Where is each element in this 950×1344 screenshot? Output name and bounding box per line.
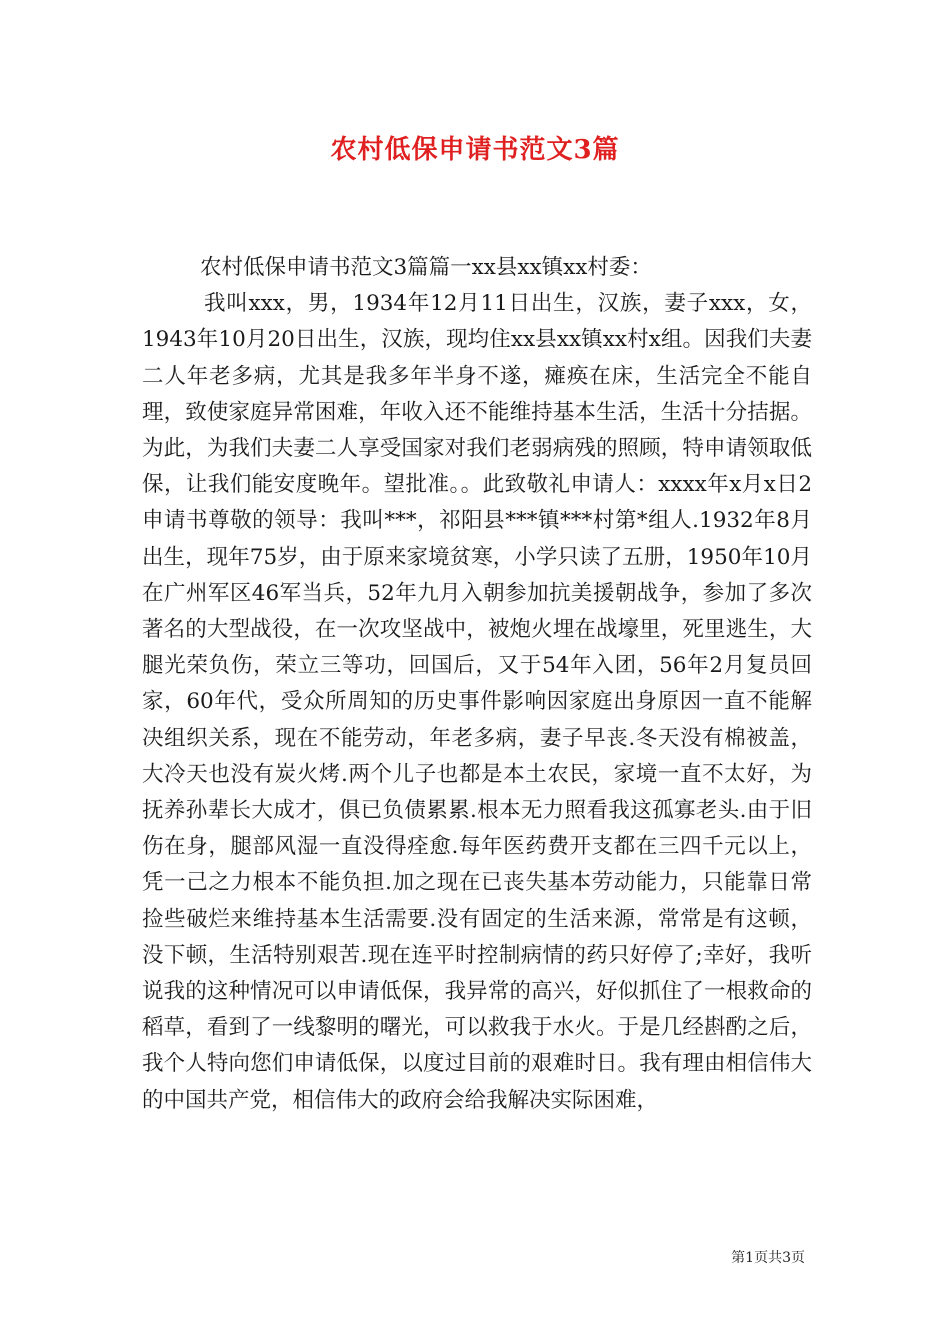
body-paragraph: 我叫xxx，男，1934年12月11日出生，汉族，妻子xxx，女，1943年10月20日出生，汉族，现均住xx县xx镇xx村x组。因我们夫妻二人年老多病，尤其是我多年半身不遂，瘫痪在床，生活完全不能自理，致使家庭异常困难，年收入还不能维持基本生活，生活十分拮据。为此，为我们夫妻二人享受国家对我们老弱病残的照顾，特申请领取低保，让我们能安度晚年。望批准。。此致敬礼申请人：xxxx年x月x日2申请书尊敬的领导：我叫***，祁阳县***镇***村第*组人.1932年8月出生，现年75岁，由于原来家境贫寒，小学只读了五册，1950年10月在广州军区46军当兵，52年九月入朝参加抗美援朝战争，参加了多次著名的大型战役，在一次攻坚战中，被炮火埋在战壕里，死里逃生，大腿光荣负伤，荣立三等功，回国后，又于54年入团，56年2月复员回家，60年代，受众所周知的历史事件影响因家庭出身原因一直不能解决组织关系，现在不能劳动，年老多病，妻子早丧.冬天没有棉被盖，大冷天也没有炭火烤.两个儿子也都是本土农民，家境一直不太好，为抚养孙辈长大成才，俱已负债累累.根本无力照看我这孤寡老头.由于旧伤在身，腿部风湿一直没得痊愈.每年医药费开支都在三四千元以上，凭一己之力根本不能负担.加之现在已丧失基本劳动能力，只能靠日常捡些破烂来维持基本生活需要.没有固定的生活来源，常常是有这顿，没下顿，生活特别艰苦.现在连平时控制病情的药只好停了;幸好，我听说我的这种情况可以申请低保，我异常的高兴，好似抓住了一根救命的稻草，看到了一线黎明的曙光，可以救我于水火。于是几经斟酌之后，我个人特向您们申请低保，以度过目前的艰难时日。我有理由相信伟大的中国共产党，相信伟大的政府会给我解决实际困难， xyxy=(142,291,812,1113)
intro-line: 农村低保申请书范文3篇篇一xx县xx镇xx村委： xyxy=(200,255,652,280)
document-title: 农村低保申请书范文3篇 xyxy=(330,135,620,165)
page-number: 第1页共3页 xyxy=(731,1250,805,1266)
document-body xyxy=(142,250,812,1119)
